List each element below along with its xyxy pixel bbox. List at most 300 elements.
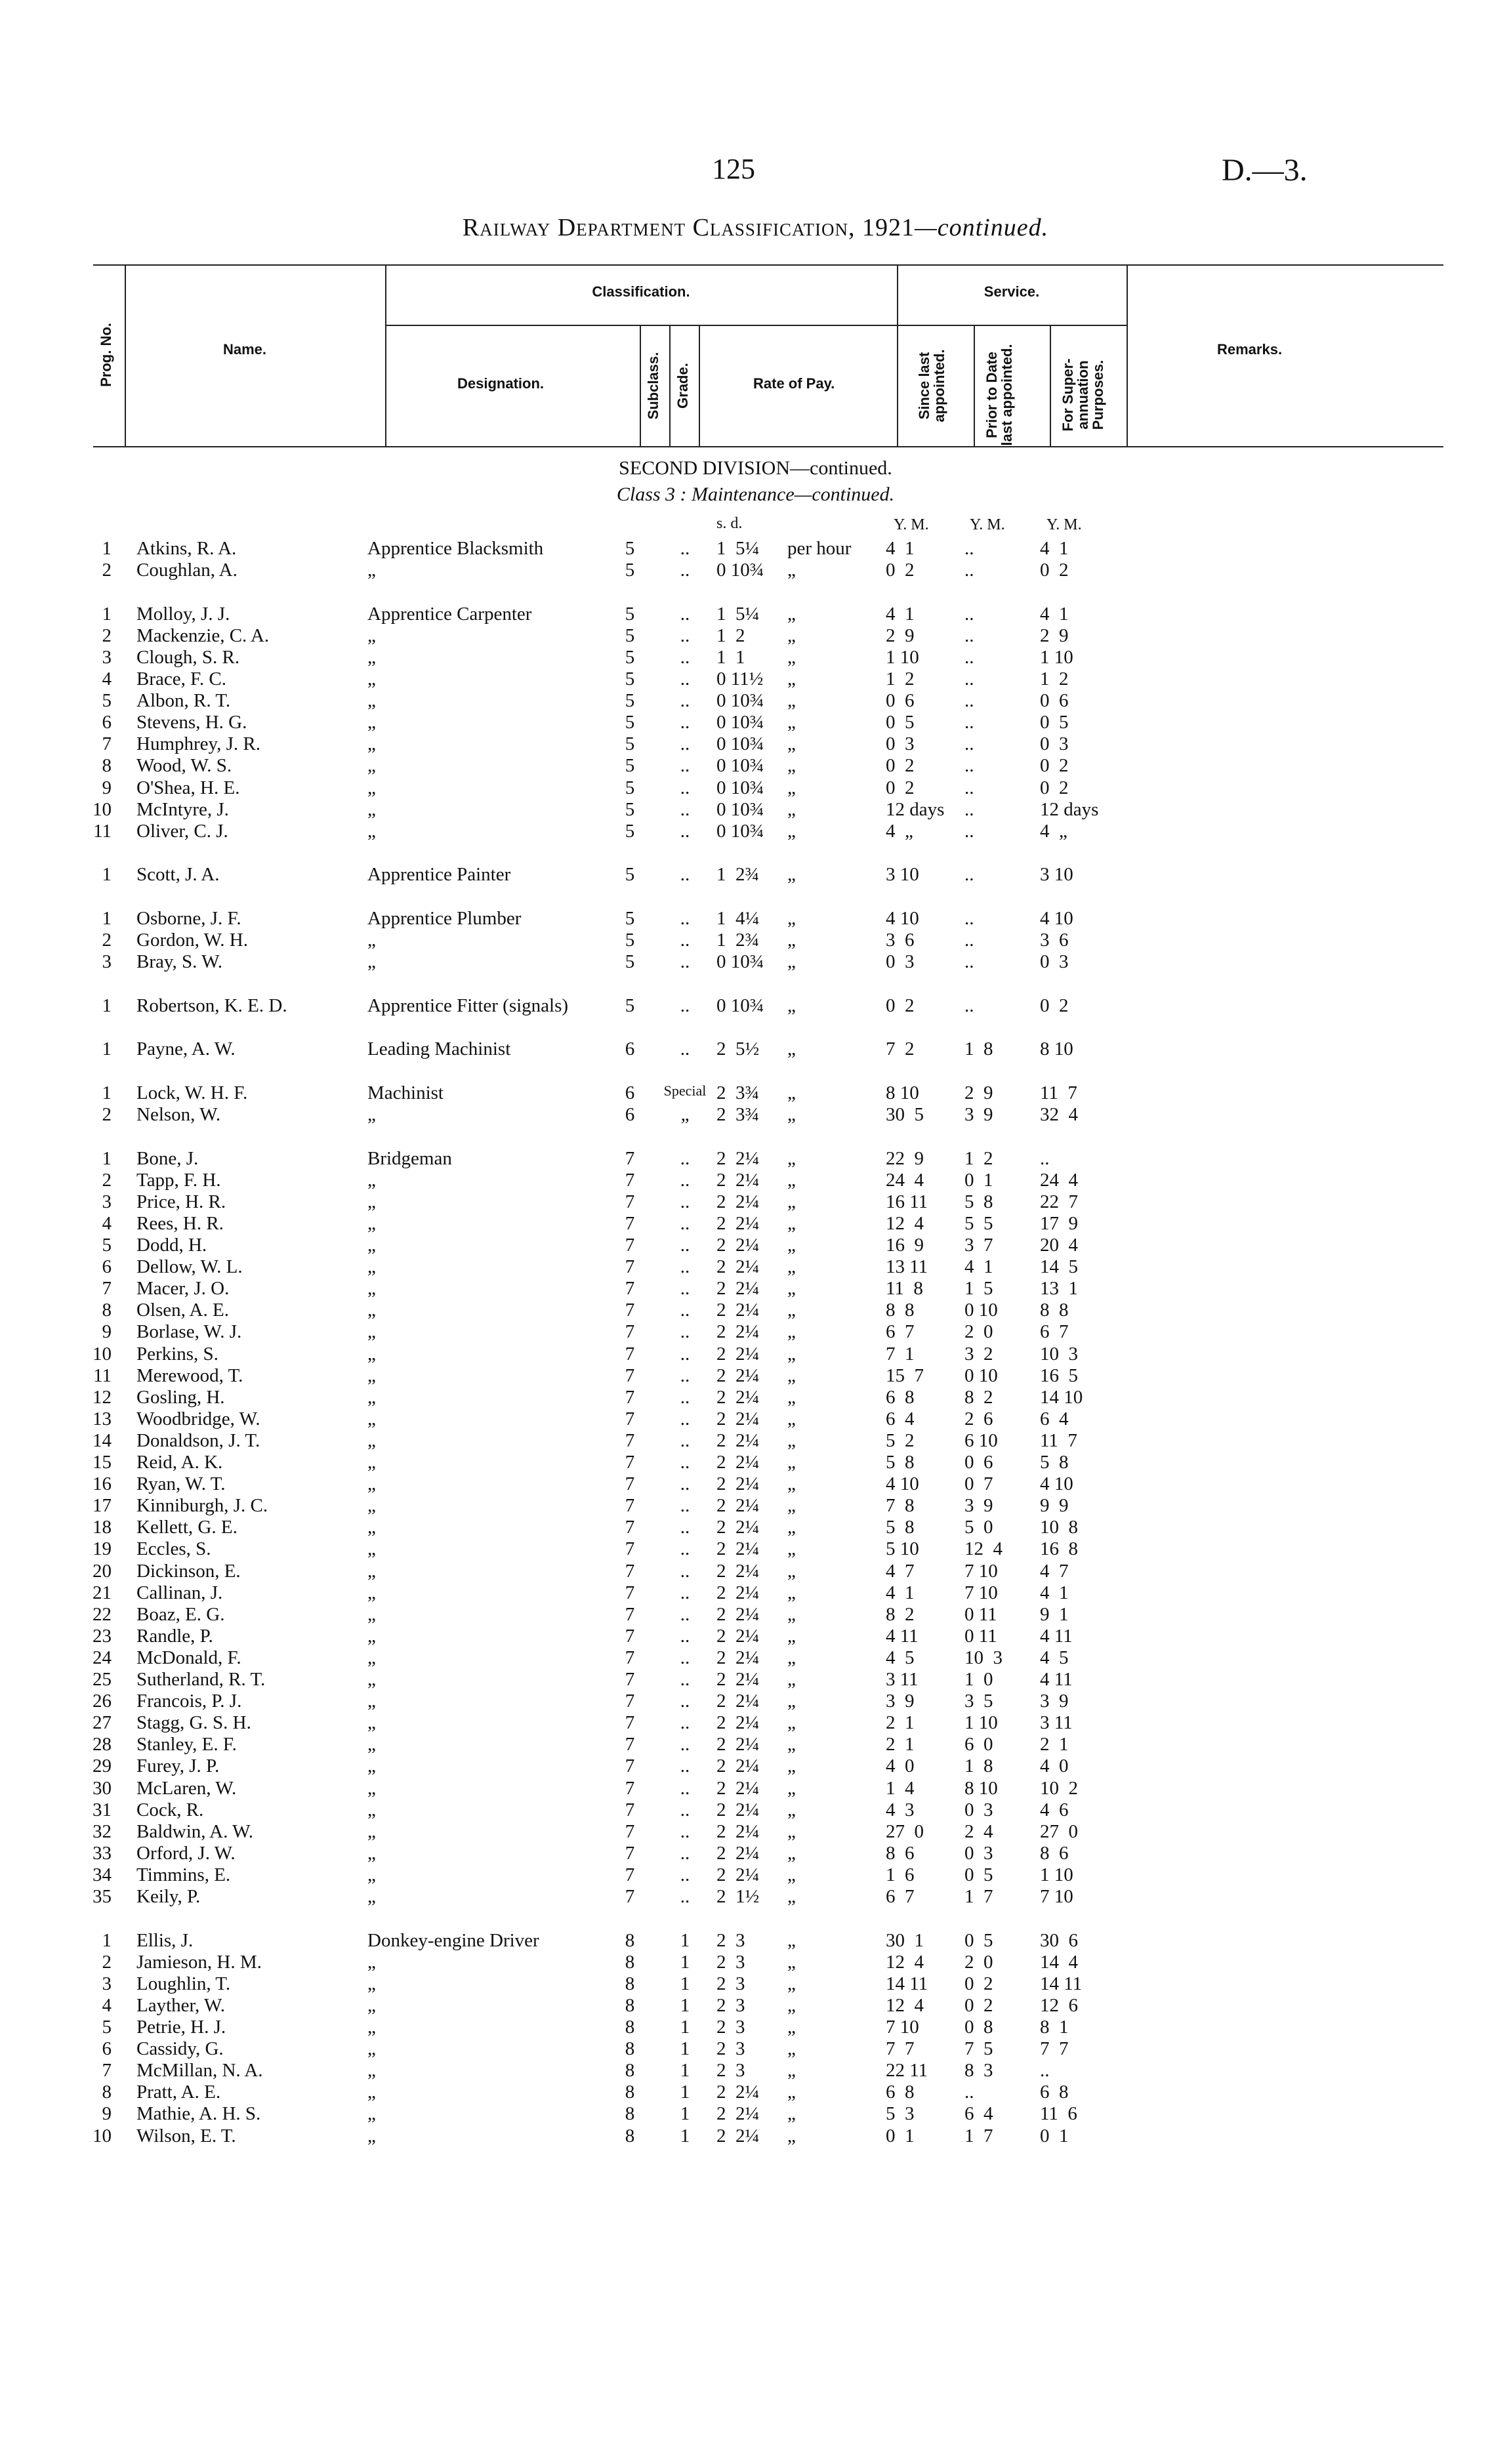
subclass-cell: 8 [625,2060,635,2082]
superannuation-cell: 4 „ [1040,820,1067,842]
since-last-cell: 12 4 [886,1994,924,2016]
superannuation-cell: 4 11 [1040,1669,1073,1690]
prior-cell: 0 1 [964,1169,993,1191]
rate-unit-cell: „ [787,1864,796,1885]
grade-cell: .. [680,1300,690,1321]
rate-cell: 0 10¾ [716,755,764,777]
prior-cell: 6 10 [964,1429,998,1451]
rate-cell: 2 2¼ [716,1235,760,1256]
since-last-cell: 16 11 [886,1191,928,1212]
subclass-cell: 7 [625,1625,635,1647]
designation-cell: „ [367,2060,376,2082]
superannuation-cell: 6 7 [1040,1321,1069,1343]
name-header: Name. [223,341,267,358]
since-last-cell: 16 9 [886,1235,924,1256]
prog-no-cell: 4 [102,668,112,689]
subclass-cell: 7 [625,1343,635,1365]
rate-cell: 1 2 [716,625,745,646]
name-cell: Reid, A. K. [136,1452,223,1473]
superannuation-cell: 11 6 [1040,2103,1077,2125]
designation-cell: „ [367,1582,376,1603]
designation-cell: Leading Machinist [367,1038,511,1060]
prog-no-cell: 12 [93,1386,112,1408]
prior-cell: 2 6 [964,1408,993,1429]
superannuation-cell: 8 10 [1040,1038,1073,1060]
superannuation-cell: 30 6 [1040,1929,1078,1951]
name-cell: Scott, J. A. [136,864,220,886]
section-title [0,457,1511,480]
rate-cell: 2 2¼ [716,1191,760,1212]
rate-unit-cell: „ [787,1452,796,1473]
prior-cell: 0 2 [964,1973,993,1994]
subclass-cell: 8 [625,1994,635,2016]
prog-no-cell: 24 [93,1647,112,1668]
since-last-cell: 3 10 [886,864,919,886]
prog-no-cell: 1 [102,1038,112,1060]
superannuation-cell: 0 1 [1040,2125,1069,2146]
designation-cell: „ [367,1386,376,1408]
subclass-cell: 7 [625,1212,635,1234]
superannuation-cell: 14 11 [1040,1973,1083,1994]
rate-unit-cell: „ [787,1994,796,2016]
rate-cell: 2 3 [716,1994,745,2016]
prog-no-cell: 1 [102,1082,112,1103]
subclass-cell: 5 [625,907,635,929]
name-cell: Atkins, R. A. [136,538,237,559]
superannuation-cell: 1 10 [1040,1864,1073,1885]
rate-unit-cell: „ [787,1191,796,1212]
name-cell: Wilson, E. T. [136,2125,236,2146]
rate-cell: 2 2¼ [716,1842,760,1864]
subclass-cell: 7 [625,1886,635,1907]
superannuation-cell: 10 2 [1040,1777,1078,1799]
prog-no-cell: 7 [102,733,112,755]
name-cell: Ellis, J. [136,1929,194,1951]
since-last-cell: 0 2 [886,995,915,1016]
rate-of-pay-header: Rate of Pay. [753,375,835,392]
prior-cell: 2 4 [964,1820,993,1842]
rate-cell: 2 2¼ [716,1408,760,1429]
grade-cell: 1 [680,1951,690,1973]
since-last-cell: 8 8 [886,1300,915,1321]
rate-unit-cell: „ [787,1169,796,1191]
since-last-cell: 4 7 [886,1560,915,1582]
prog-no-cell: 25 [93,1669,112,1690]
rate-unit-cell: „ [787,755,796,777]
subclass-cell: 5 [625,560,635,581]
subclass-cell: 8 [625,2038,635,2060]
superannuation-cell: 14 10 [1040,1386,1083,1408]
grade-cell: 1 [680,2060,690,2082]
since-last-cell: 6 8 [886,2082,915,2103]
superannuation-cell: 10 8 [1040,1517,1078,1538]
designation-cell: Apprentice Plumber [367,907,522,929]
subclass-cell: 7 [625,1169,635,1191]
since-last-cell: 0 3 [886,733,915,755]
rate-unit-cell: „ [787,1429,796,1451]
since-last-cell: 5 8 [886,1452,915,1473]
name-cell: Mackenzie, C. A. [136,625,270,646]
superannuation-cell: 4 6 [1040,1799,1069,1820]
grade-cell: .. [680,1625,690,1647]
prior-cell: .. [964,907,974,929]
rate-unit-cell: „ [787,1538,796,1560]
prior-cell: .. [964,755,974,777]
name-cell: Payne, A. W. [136,1038,236,1060]
since-last-cell: 5 8 [886,1517,915,1538]
rate-cell: 2 2¼ [716,1321,760,1343]
designation-cell: Apprentice Blacksmith [367,538,544,559]
rate-cell: 2 2¼ [716,1669,760,1690]
superannuation-cell: 4 5 [1040,1647,1069,1668]
since-last-cell: 0 6 [886,690,915,712]
superannuation-cell: 3 11 [1040,1712,1073,1734]
superannuation-cell: 0 2 [1040,755,1069,777]
grade-cell: .. [680,690,690,712]
name-cell: Humphrey, J. R. [136,733,261,755]
designation-cell: „ [367,820,376,842]
rate-unit-cell: „ [787,1300,796,1321]
rate-unit-cell: „ [787,668,796,689]
rate-cell: 2 2¼ [716,2125,760,2146]
rate-cell: 2 2¼ [716,1495,760,1517]
rate-unit-cell: „ [787,995,796,1016]
prior-cell: 1 8 [964,1038,993,1060]
prog-no-cell: 20 [93,1560,112,1582]
subclass-header: Subclass. [645,352,661,420]
grade-cell: .. [680,1169,690,1191]
grade-cell: .. [680,995,690,1016]
since-last-cell: 5 2 [886,1429,915,1451]
rate-unit-cell: „ [787,864,796,886]
name-cell: McDonald, F. [136,1647,241,1668]
name-cell: McIntyre, J. [136,798,229,820]
designation-cell: „ [367,1951,376,1973]
rate-cell: 2 2¼ [716,1169,760,1191]
rate-cell: 2 2¼ [716,1560,760,1582]
name-cell: Dodd, H. [136,1235,207,1256]
prior-cell: 0 5 [964,1864,993,1885]
prog-no-cell: 28 [93,1734,112,1756]
rate-unit-cell: „ [787,1147,796,1169]
designation-cell: „ [367,1756,376,1777]
prog-no-cell: 1 [102,603,112,625]
name-cell: Orford, J. W. [136,1842,236,1864]
since-last-cell: 7 10 [886,2017,919,2038]
rate-cell: 2 2¼ [716,1603,760,1625]
since-last-cell: 6 7 [886,1886,915,1907]
name-cell: Price, H. R. [136,1191,226,1212]
prior-cell: 5 8 [964,1191,993,1212]
rate-cell: 0 10¾ [716,712,764,733]
prog-no-cell: 7 [102,2060,112,2082]
page-title [0,213,1511,242]
header-top-rule [93,264,1443,266]
rate-cell: 1 5¼ [716,538,760,559]
rate-cell: 1 5¼ [716,603,760,625]
prior-cell: 0 7 [964,1473,993,1495]
subclass-cell: 7 [625,1386,635,1408]
grade-cell: .. [680,1343,690,1365]
grade-cell: .. [680,1386,690,1408]
designation-cell: „ [367,930,376,951]
since-last-cell: 15 7 [886,1365,924,1386]
prior-cell: 6 4 [964,2103,993,2125]
designation-cell: „ [367,1517,376,1538]
rate-unit-cell: „ [787,1777,796,1799]
prior-cell: .. [964,951,974,973]
designation-cell: „ [367,755,376,777]
designation-cell: „ [367,1691,376,1712]
designation-cell: „ [367,1300,376,1321]
grade-cell: .. [680,1191,690,1212]
title-main: Railway Department Classification, 1921 [462,214,915,241]
rate-cell: 2 2¼ [716,1452,760,1473]
rate-cell: 2 1½ [716,1886,760,1907]
rate-unit-cell: „ [787,1473,796,1495]
superannuation-cell: 0 3 [1040,733,1069,755]
prior-cell: .. [964,995,974,1016]
prior-cell: 1 2 [964,1147,993,1169]
prog-no-cell: 4 [102,1994,112,2016]
since-last-cell: 12 4 [886,1951,924,1973]
prog-no-cell: 22 [93,1603,112,1625]
prog-no-cell: 17 [93,1495,112,1517]
since-last-cell: 5 3 [886,2103,915,2125]
designation-cell: „ [367,1864,376,1885]
designation-cell: „ [367,1538,376,1560]
since-last-cell: 4 „ [886,820,913,842]
rate-cell: 0 10¾ [716,995,764,1016]
header-mid-rule [385,325,1127,326]
rate-unit-cell: „ [787,1582,796,1603]
prior-cell: .. [964,538,974,559]
rate-unit-cell: „ [787,1212,796,1234]
since-last-cell: 1 6 [886,1864,915,1885]
since-last-cell: 8 2 [886,1603,915,1625]
prior-cell: .. [964,690,974,712]
prior-cell: 3 5 [964,1691,993,1712]
prog-no-cell: 3 [102,646,112,668]
superannuation-cell: 1 2 [1040,668,1069,689]
prog-no-cell: 26 [93,1691,112,1712]
superannuation-cell: 4 0 [1040,1756,1069,1777]
grade-cell: .. [680,1365,690,1386]
designation-cell: „ [367,1495,376,1517]
unit-ym-prior: Y. M. [970,516,1005,533]
prior-cell: 0 6 [964,1452,993,1473]
since-last-cell: 4 3 [886,1799,915,1820]
prog-no-cell: 1 [102,1929,112,1951]
designation-cell: „ [367,1647,376,1668]
subclass-cell: 5 [625,951,635,973]
rate-cell: 2 3¾ [716,1082,760,1103]
designation-cell: „ [367,2082,376,2103]
rate-unit-cell: „ [787,1256,796,1278]
prior-cell: 0 5 [964,1929,993,1951]
prior-cell: 10 3 [964,1647,1003,1668]
subclass-cell: 5 [625,668,635,689]
grade-cell: .. [680,1691,690,1712]
since-last-cell: 4 0 [886,1756,915,1777]
superannuation-cell: 11 7 [1040,1082,1077,1103]
since-last-cell: 7 7 [886,2038,915,2060]
subclass-cell: 6 [625,1082,635,1103]
designation-cell: „ [367,1452,376,1473]
since-last-cell: 11 8 [886,1278,923,1300]
rate-unit-cell: „ [787,1560,796,1582]
grade-cell: .. [680,625,690,646]
rate-unit-cell: „ [787,1820,796,1842]
grade-cell: .. [680,907,690,929]
rate-unit-cell: „ [787,1603,796,1625]
subclass-cell: 5 [625,712,635,733]
subclass-cell: 7 [625,1473,635,1495]
designation-header: Designation. [457,375,545,392]
prior-cell: 0 8 [964,2017,993,2038]
prog-no-cell: 14 [93,1429,112,1451]
rate-unit-cell: „ [787,820,796,842]
subclass-cell: 7 [625,1408,635,1429]
unit-ym-since: Y. M. [894,516,929,533]
rate-cell: 0 10¾ [716,560,764,581]
grade-cell: .. [680,864,690,886]
subclass-cell: 7 [625,1820,635,1842]
prog-no-cell: 4 [102,1212,112,1234]
superannuation-cell: 27 0 [1040,1820,1078,1842]
name-cell: Gordon, W. H. [136,930,248,951]
superannuation-cell: 9 1 [1040,1603,1069,1625]
grade-cell: .. [680,1712,690,1734]
superannuation-cell: 12 days [1040,798,1099,820]
since-last-cell: 3 6 [886,930,915,951]
since-last-cell: 5 10 [886,1538,919,1560]
rate-cell: 2 2¼ [716,1517,760,1538]
designation-cell: „ [367,2017,376,2038]
prog-no-cell: 34 [93,1864,112,1885]
designation-cell: „ [367,1973,376,1994]
since-last-cell: 12 days [886,798,945,820]
grade-cell: .. [680,603,690,625]
rate-cell: 2 5½ [716,1038,760,1060]
prior-cell: 3 9 [964,1495,993,1517]
subclass-cell: 5 [625,798,635,820]
superannuation-cell: 8 1 [1040,2017,1069,2038]
prog-no-cell: 30 [93,1777,112,1799]
since-last-cell: 7 8 [886,1495,915,1517]
rate-cell: 2 2¼ [716,1691,760,1712]
subclass-cell: 5 [625,930,635,951]
subclass-cell: 5 [625,690,635,712]
name-cell: Woodbridge, W. [136,1408,260,1429]
designation-cell: „ [367,1886,376,1907]
prog-no-header: Prog. No. [98,323,114,387]
prog-no-cell: 18 [93,1517,112,1538]
subclass-cell: 7 [625,1647,635,1668]
prior-cell: 2 0 [964,1321,993,1343]
grade-cell: .. [680,1777,690,1799]
rate-unit-cell: „ [787,1625,796,1647]
section-title-text: SECOND DIVISION—continued. [619,457,892,479]
prog-no-cell: 33 [93,1842,112,1864]
since-last-cell: 0 2 [886,777,915,798]
name-cell: Oliver, C. J. [136,820,228,842]
name-cell: Macer, J. O. [136,1278,230,1300]
since-last-cell: 3 11 [886,1669,919,1690]
name-cell: Brace, F. C. [136,668,227,689]
superannuation-cell: 14 5 [1040,1256,1078,1278]
name-cell: Dickinson, E. [136,1560,241,1582]
superannuation-cell: 17 9 [1040,1212,1078,1234]
prog-no-cell: 2 [102,625,112,646]
grade-cell: .. [680,1212,690,1234]
since-last-cell: 0 1 [886,2125,915,2146]
prog-no-cell: 16 [93,1473,112,1495]
grade-cell: .. [680,1473,690,1495]
rate-cell: 0 10¾ [716,690,764,712]
designation-cell: Apprentice Carpenter [367,603,532,625]
name-cell: Dellow, W. L. [136,1256,243,1278]
rate-cell: 2 3 [716,2060,745,2082]
superannuation-cell: 0 3 [1040,951,1069,973]
superannuation-cell: .. [1040,2060,1050,2082]
prog-no-cell: 1 [102,995,112,1016]
since-last-cell: 0 2 [886,755,915,777]
rate-unit-cell: „ [787,1951,796,1973]
prior-cell: .. [964,798,974,820]
grade-header: Grade. [674,363,691,409]
rate-unit-cell: „ [787,1082,796,1103]
subclass-cell: 5 [625,646,635,668]
rate-cell: 1 2¾ [716,930,760,951]
prior-cell: .. [964,712,974,733]
rate-unit-cell: „ [787,1038,796,1060]
rate-unit-cell: „ [787,690,796,712]
prior-cell: 0 11 [964,1603,997,1625]
header-vrule [125,264,126,446]
subclass-cell: 7 [625,1321,635,1343]
grade-cell: .. [680,930,690,951]
superannuation-cell: 0 2 [1040,995,1069,1016]
prior-cell: 7 10 [964,1582,998,1603]
rate-unit-cell: „ [787,1235,796,1256]
grade-cell: 1 [680,2038,690,2060]
grade-cell: .. [680,1582,690,1603]
name-cell: Perkins, S. [136,1343,218,1365]
rate-unit-cell: „ [787,1517,796,1538]
prog-no-cell: 1 [102,907,112,929]
rate-cell: 2 2¼ [716,1278,760,1300]
since-last-cell: 22 11 [886,2060,928,2082]
rate-unit-cell: „ [787,1321,796,1343]
superannuation-cell: 9 9 [1040,1495,1069,1517]
superannuation-cell: 16 5 [1040,1365,1078,1386]
subclass-cell: 7 [625,1756,635,1777]
prior-cell: 0 3 [964,1842,993,1864]
prior-cell: 1 0 [964,1669,993,1690]
superannuation-cell: 22 7 [1040,1191,1078,1212]
superannuation-cell: 24 4 [1040,1169,1078,1191]
since-last-cell: 24 4 [886,1169,924,1191]
name-cell: Rees, H. R. [136,1212,224,1234]
superannuation-cell: 8 8 [1040,1300,1069,1321]
superannuation-cell: 3 9 [1040,1691,1069,1712]
rate-unit-cell: „ [787,798,796,820]
prog-no-cell: 1 [102,538,112,559]
rate-unit-cell: „ [787,1278,796,1300]
designation-cell: „ [367,1212,376,1234]
designation-cell: „ [367,646,376,668]
